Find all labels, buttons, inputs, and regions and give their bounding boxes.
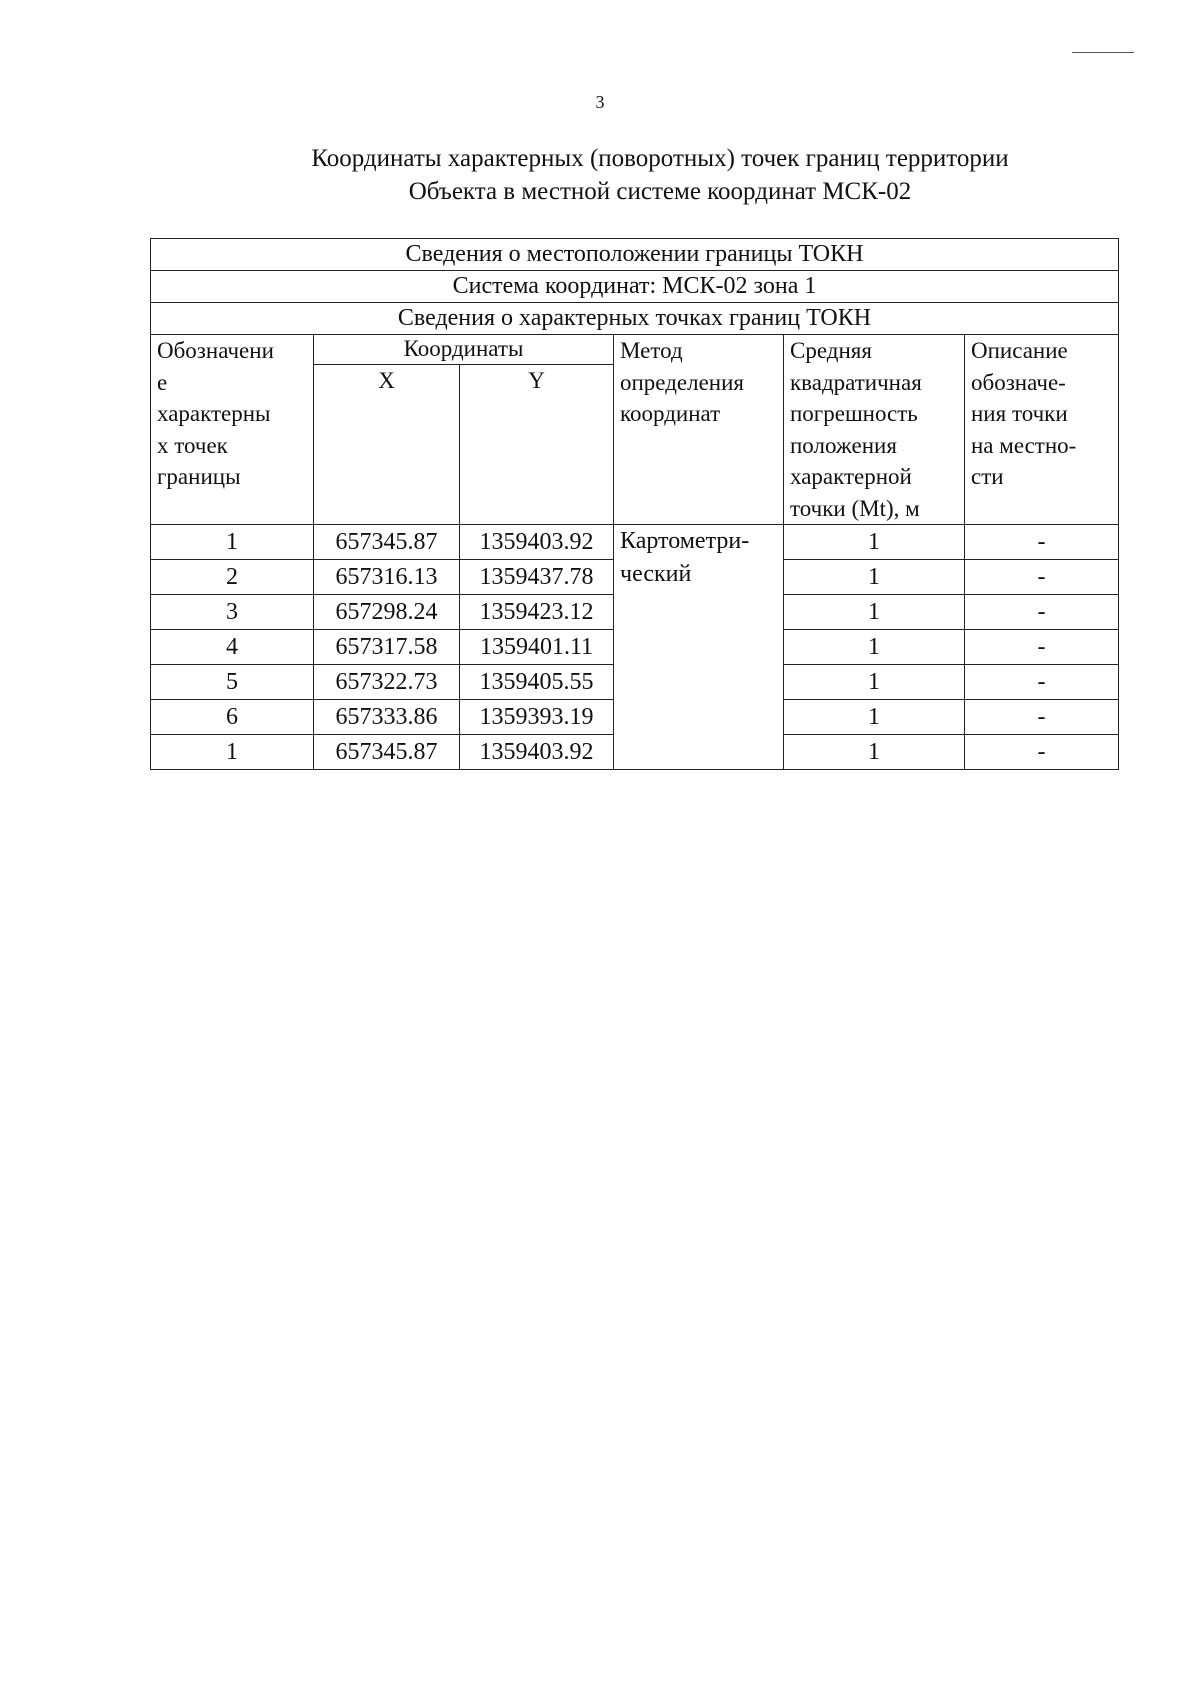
cell-point: 3 — [151, 595, 314, 630]
cell-x: 657345.87 — [314, 525, 460, 560]
header-description-line: на местно- — [971, 432, 1077, 458]
header-method — [614, 335, 784, 525]
cell-error: 1 — [784, 630, 965, 665]
cell-point: 2 — [151, 560, 314, 595]
title-line-2: Объекта в местной системе координат МСК-02 — [408, 178, 912, 205]
cell-x: 657316.13 — [314, 560, 460, 595]
header-description-line: сти — [971, 464, 1004, 489]
cell-method-line: ческий — [620, 561, 692, 587]
table-row — [151, 525, 1119, 560]
cell-description: - — [965, 560, 1119, 595]
header-description-line: ния точки — [971, 401, 1068, 426]
cell-x: 657317.58 — [314, 630, 460, 665]
cell-description: - — [965, 700, 1119, 735]
cell-point: 4 — [151, 630, 314, 665]
header-method-line: Метод — [620, 338, 683, 363]
cell-error: 1 — [784, 700, 965, 735]
header-error-line: точки (Mt), м — [790, 495, 920, 521]
header-designation-line: границы — [157, 464, 241, 489]
page-number: 3 — [595, 92, 605, 112]
table-banner-points: Сведения о характерных точках границ ТОКН — [151, 303, 1119, 335]
header-method-line: координат — [620, 401, 721, 426]
cell-method-line: Картометри- — [620, 528, 750, 554]
table-banner-coord-system: Система координат: МСК-02 зона 1 — [151, 271, 1119, 303]
cell-point: 1 — [151, 525, 314, 560]
cell-description: - — [965, 735, 1119, 770]
header-error-line: квадратичная — [790, 369, 922, 395]
cell-y: 1359401.11 — [460, 630, 614, 665]
cell-y: 1359437.78 — [460, 560, 614, 595]
cell-error: 1 — [784, 525, 965, 560]
cell-y: 1359405.55 — [460, 665, 614, 700]
header-description-line: обозначе- — [971, 369, 1066, 395]
cell-method — [614, 525, 784, 770]
cell-description: - — [965, 665, 1119, 700]
header-designation-line: Обозначени — [157, 338, 274, 363]
header-x: X — [314, 364, 460, 524]
cell-error: 1 — [784, 595, 965, 630]
title-line-1: Координаты характерных (поворотных) точек границ территории — [311, 145, 1009, 172]
header-error-line: Средняя — [790, 338, 872, 363]
scan-mark — [1072, 52, 1134, 53]
cell-y: 1359393.19 — [460, 700, 614, 735]
header-error-line: положения — [790, 432, 897, 458]
cell-x: 657345.87 — [314, 735, 460, 770]
header-description — [965, 335, 1119, 525]
cell-y: 1359423.12 — [460, 595, 614, 630]
cell-description: - — [965, 630, 1119, 665]
header-designation-line: х точек — [157, 432, 228, 458]
cell-point: 5 — [151, 665, 314, 700]
header-method-line: определения — [620, 369, 745, 395]
cell-x: 657322.73 — [314, 665, 460, 700]
header-error-line: характерной — [790, 464, 912, 489]
header-designation-line: е — [157, 369, 168, 395]
header-description-line: Описание — [971, 338, 1068, 363]
coordinates-table — [150, 238, 1119, 770]
cell-y: 1359403.92 — [460, 525, 614, 560]
cell-description: - — [965, 595, 1119, 630]
cell-error: 1 — [784, 735, 965, 770]
header-coordinates: Координаты — [314, 335, 614, 365]
header-designation — [151, 335, 314, 525]
cell-x: 657298.24 — [314, 595, 460, 630]
cell-y: 1359403.92 — [460, 735, 614, 770]
cell-point: 1 — [151, 735, 314, 770]
cell-x: 657333.86 — [314, 700, 460, 735]
cell-error: 1 — [784, 665, 965, 700]
cell-error: 1 — [784, 560, 965, 595]
cell-description: - — [965, 525, 1119, 560]
table-banner-location: Сведения о местоположении границы ТОКН — [151, 239, 1119, 271]
header-error-line: погрешность — [790, 401, 918, 426]
header-error — [784, 335, 965, 525]
document-title — [250, 142, 1070, 208]
cell-point: 6 — [151, 700, 314, 735]
header-y: Y — [460, 364, 614, 524]
header-designation-line: характерны — [157, 401, 271, 426]
